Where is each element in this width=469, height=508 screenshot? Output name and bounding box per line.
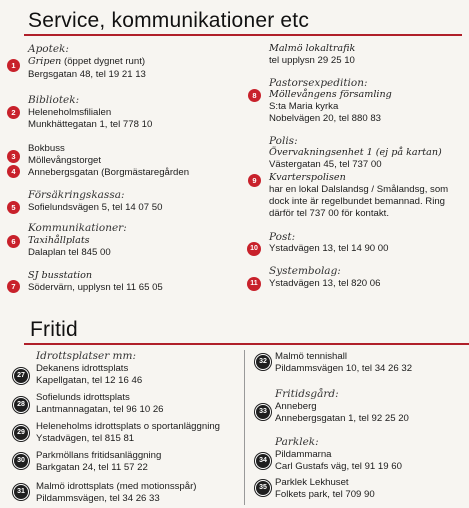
taxi-label: Taxihållplats [28,235,90,246]
malmo-idrottsplats-name: Malmö idrottsplats (med motionsspår) [36,481,197,492]
heading-forsakringskassa: Försäkringskassa: [28,189,125,201]
lekhuset-name: Parklek Lekhuset [275,477,349,488]
kvarterspolisen-line-3: därför tel 737 00 för kontakt. [269,208,389,219]
lekhuset-address: Folkets park, tel 709 90 [275,489,375,500]
lokaltrafik-phone: tel upplysn 29 25 10 [269,55,355,66]
heading-polis: Polis: [269,135,298,147]
sofielunds-name: Sofielunds idrottsplats [36,392,130,403]
map-marker-32-icon: 32 [255,354,271,370]
bokbuss-location-2: Annebergsgatan (Borgmästaregården [28,167,190,178]
parkmollans-address: Barkgatan 24, tel 11 57 22 [36,462,148,473]
fritid-title-rule [24,343,469,345]
map-marker-29-icon: 29 [13,425,29,441]
map-marker-11-icon: 11 [247,277,261,291]
systembolag-address: Ystadvägen 13, tel 820 06 [269,278,381,289]
bibliotek-name: Heleneholmsfilialen [28,107,112,118]
dekanens-name: Dekanens idrottsplats [36,363,129,374]
anneberg-name: Anneberg [275,401,317,412]
lokaltrafik-label: Malmö lokaltrafik [269,43,356,54]
map-marker-1-icon: 1 [7,59,20,72]
service-title: Service, kommunikationer etc [28,9,310,32]
map-marker-4-icon: 4 [7,165,20,178]
tennishall-name: Malmö tennishall [275,351,347,362]
sofielunds-address: Lantmannagatan, tel 96 10 26 [36,404,164,415]
map-marker-7-icon: 7 [7,280,20,293]
map-marker-9-icon: 9 [248,174,261,187]
dekanens-address: Kapellgatan, tel 12 16 46 [36,375,143,386]
kvarterspolisen-line-1: har en lokal Dalslandsg / Smålandsg, som [269,184,449,195]
service-title-rule [24,34,462,36]
overvakningsenhet-label: Övervakningsenhet 1 (ej på kartan) [269,147,442,158]
map-marker-35-icon: 35 [255,480,271,496]
malmo-idrottsplats-address: Pildammsvägen, tel 34 26 33 [36,493,160,504]
sj-busstation-address: Södervärn, upplysn tel 11 65 05 [28,282,163,293]
pildammarna-address: Carl Gustafs väg, tel 91 19 60 [275,461,402,472]
map-marker-30-icon: 30 [13,453,29,469]
bokbuss-location: Möllevångstorget [28,155,102,166]
map-marker-10-icon: 10 [247,242,261,256]
map-marker-33-icon: 33 [255,404,271,420]
forsamling-name: Möllevångens församling [269,89,392,100]
tennishall-address: Pildammsvägen 10, tel 34 26 32 [275,363,413,374]
map-marker-28-icon: 28 [13,397,29,413]
kyrka-name: S:ta Maria kyrka [269,101,339,112]
fritid-title: Fritid [30,318,78,341]
map-marker-8-icon: 8 [248,89,261,102]
apotek-address: Bergsgatan 48, tel 19 21 13 [28,69,146,80]
post-address: Ystadvägen 13, tel 14 90 00 [269,243,389,254]
forsakringskassa-address: Sofielundsvägen 5, tel 14 07 50 [28,202,163,213]
kvarterspolisen-label: Kvarterspolisen [269,172,346,183]
bokbuss-name: Bokbuss [28,143,65,154]
map-marker-6-icon: 6 [7,235,20,248]
fritid-column-divider [244,350,245,505]
kyrka-address: Nobelvägen 20, tel 880 83 [269,113,382,124]
heleneholms-address: Ystadvägen, tel 815 81 [36,433,135,444]
heleneholms-name: Heleneholms idrottsplats o sportanläggning [36,421,220,432]
taxi-address: Dalaplan tel 845 00 [28,247,111,258]
pildammarna-name: Pildammarna [275,449,332,460]
map-marker-5-icon: 5 [7,201,20,214]
heading-pastorsexpedition: Pastorsexpedition: [269,77,368,89]
anneberg-address: Annebergsgatan 1, tel 92 25 20 [275,413,409,424]
map-marker-27-icon: 27 [13,368,29,384]
kvarterspolisen-line-2: dock inte är regelbundet bemannad. Ring [269,196,446,207]
heading-bibliotek: Bibliotek: [28,94,80,106]
heading-apotek: Apotek: [28,43,69,55]
heading-fritidsgard: Fritidsgård: [275,388,339,400]
map-marker-34-icon: 34 [255,453,271,469]
heading-post: Post: [269,231,296,243]
map-marker-3-icon: 3 [7,150,20,163]
heading-idrottsplatser: Idrottsplatser mm: [36,350,137,362]
heading-systembolag: Systembolag: [269,265,341,277]
map-marker-2-icon: 2 [7,106,20,119]
map-marker-31-icon: 31 [13,484,29,500]
heading-parklek: Parklek: [275,436,319,448]
overvakningsenhet-address: Västergatan 45, tel 737 00 [269,159,382,170]
heading-kommunikationer: Kommunikationer: [28,222,127,234]
bibliotek-address: Munkhättegatan 1, tel 778 10 [28,119,153,130]
apotek-name: Gripen (öppet dygnet runt) [28,56,146,67]
parkmollans-name: Parkmöllans fritidsanläggning [36,450,162,461]
sj-busstation-label: SJ busstation [28,270,93,281]
